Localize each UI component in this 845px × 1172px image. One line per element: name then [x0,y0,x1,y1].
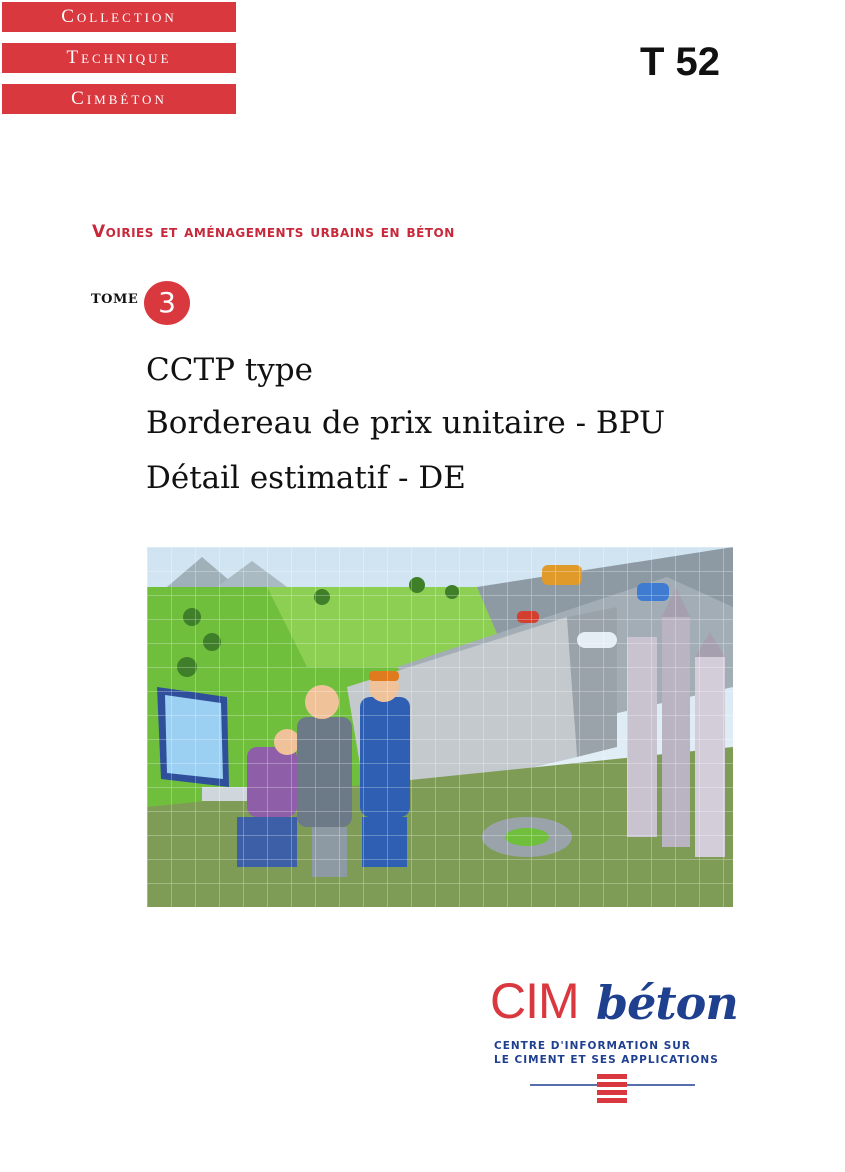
urban-scene-image [147,547,733,907]
logo-tagline-line1: CENTRE D'INFORMATION SUR [494,1040,691,1052]
heading-de: Détail estimatif - DE [146,460,466,496]
logo-bars-icon [490,1072,735,1112]
tome-label: TOME [91,292,139,307]
cimbeton-logo [490,972,738,1102]
heading-bpu: Bordereau de prix unitaire - BPU [146,405,666,441]
collection-banner-line1: Collection [2,2,236,32]
document-code: T 52 [640,40,721,84]
tome-number-badge: 3 [144,281,190,325]
collection-banner-line2: Technique [2,43,236,73]
logo-cim-text: CIM [490,973,579,1029]
logo-beton-text: béton [596,976,738,1030]
cover-illustration [147,547,733,907]
logo-tagline-line2: LE CIMENT ET SES APPLICATIONS [494,1054,719,1066]
heading-cctp: CCTP type [146,352,313,388]
series-title: Voiries et aménagements urbains en béton [92,222,455,242]
collection-banner-line3: Cimbéton [2,84,236,114]
